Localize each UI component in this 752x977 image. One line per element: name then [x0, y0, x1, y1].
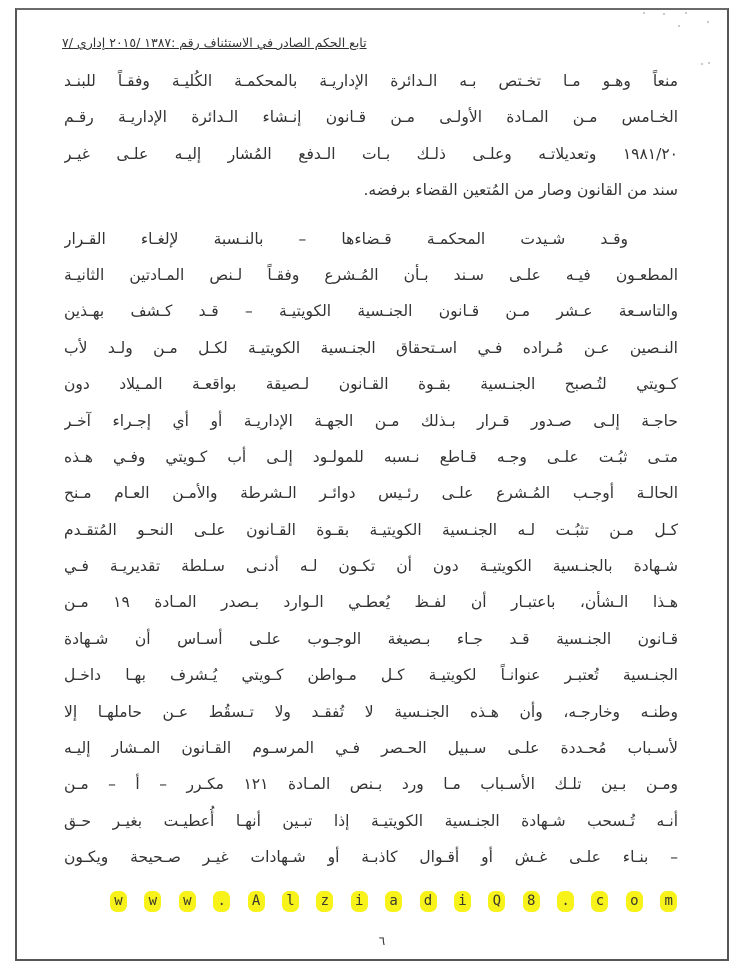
paragraph-1	[64, 63, 678, 209]
watermark-char: d	[420, 891, 437, 912]
text-line: هـذا الـشأن، باعتبـار أن لفـظ يُعطـي الـوارد بـصدر المـادة ١٩ مـن	[64, 593, 678, 612]
text-line: لأسـباب مُحـددة علـى سـبيل الحـصر فـي المرسـوم القـانون المـشار إليـه	[64, 739, 678, 758]
document-header: تابع الحكم الصادر في الاستئناف رقم :١٣٨٧ /٢٠١٥ إداري /٧	[62, 35, 367, 50]
watermark-char: w	[144, 891, 161, 912]
document-body	[64, 63, 678, 876]
text-line: الجنـسية تُعتبـر عنوانـاً لكويتيـة كـل مـواطن كـويتي يُـشرف بهـا داخـل	[64, 666, 678, 685]
text-line: شـهادة بالجنـسية الكويتيـة دون أن تكـون لـه أدنـى سـلطة تقديريـة فـي	[64, 557, 678, 576]
watermark-char: o	[626, 891, 643, 912]
watermark-char: Q	[488, 891, 505, 912]
text-line: كـل مـن تثبُـت لـه الجنـسية الكويتيـة بقـوة القـانون علـى النحـو المُتقـدم	[64, 520, 678, 539]
website-watermark	[110, 891, 695, 912]
text-line: – بنـاء علـى غـش أو أقـوال كاذبـة أو شـهادات غيـر صـحيحة ويكـون	[64, 848, 678, 867]
text-line: كـويتي لتُـصبح الجنـسية بقـوة القـانون لـصيقة بواقعـة المـيلاد دون	[64, 375, 678, 394]
text-line: النـصين عـن مُـراده فـي اسـتحقاق الجنـسية الكويتيـة لكـل مـن ولـد لأب	[64, 338, 678, 357]
text-line: الخـامس مـن المـادة الأولـى مـن قـانون إنـشاء الـدائرة الإداريـة رقـم	[64, 108, 678, 127]
watermark-char: m	[660, 891, 677, 912]
watermark-char: .	[213, 891, 230, 912]
watermark-char: A	[248, 891, 265, 912]
text-line: منعاً وهـو مـا تخـتص بـه الـدائرة الإداريـة بالمحكمـة الكُليـة وفقـاً للبنـد	[64, 72, 678, 90]
text-line: المطعـون فيـه علـى سـند بـأن المُـشرع وفقـاً لـنص المـادتين الثانيـة	[64, 265, 678, 284]
watermark-char: z	[316, 891, 333, 912]
paragraph-gap	[64, 209, 678, 221]
watermark-char: w	[179, 891, 196, 912]
text-line: قـانون الجنـسية قـد جـاء بـصيغة الوجـوب علـى أسـاس أن شـهادة	[64, 629, 678, 648]
text-line: ومـن بـين تلـك الأسـباب مـا ورد بـنص المـادة ١٢١ مكـرر – أ – مـن	[64, 775, 678, 794]
text-line: حاجـة إلـى صـدور قـرار بـذلك مـن الجهـة الإداريـة أو أي إجـراء آخـر	[64, 411, 678, 430]
text-line: أنـه تُـسحب شـهادة الجنـسية الكويتيـة إذا تبـين أنهـا أُعطيـت بغيـر حـق	[64, 811, 678, 830]
text-line: وقـد شـيدت المحكمـة قـضاءها – بالنـسبة لإلغـاء القـرار	[64, 229, 628, 248]
watermark-char: l	[282, 891, 299, 912]
paragraph-2	[64, 221, 678, 876]
page-number: ٦	[378, 934, 386, 948]
watermark-char: c	[591, 891, 608, 912]
text-line: ١٩٨١/٢٠ وتعديلاتـه وعلـى ذلـك بـات الـدفع المُشار إليـه علـى غيـر	[64, 144, 678, 163]
watermark-char: i	[351, 891, 368, 912]
text-line: الحالـة أوجـب المُـشرع علـى رئـيس دوائـر الـشرطة والأمـن العـام مـنح	[64, 484, 678, 503]
watermark-char: .	[557, 891, 574, 912]
text-line: متـى ثبُـت علـى وجـه قـاطع نـسبه للمولـود إلـى أب كـويتي وفـي هـذه	[64, 447, 678, 466]
watermark-char: i	[454, 891, 471, 912]
text-line: سند من القانون وصار من المُتعين القضاء برفضه.	[363, 181, 678, 200]
watermark-char: w	[110, 891, 127, 912]
text-line: وطنـه وخارجـه، وأن هـذه الجنـسية لا تُفقـد ولا تـسقُط عـن حاملهـا إلا	[64, 702, 678, 721]
watermark-char: a	[385, 891, 402, 912]
text-line: والتاسـعة عـشر مـن قـانون الجنـسية الكويتيـة – قـد كـشف بهـذين	[64, 302, 678, 321]
watermark-char: 8	[523, 891, 540, 912]
